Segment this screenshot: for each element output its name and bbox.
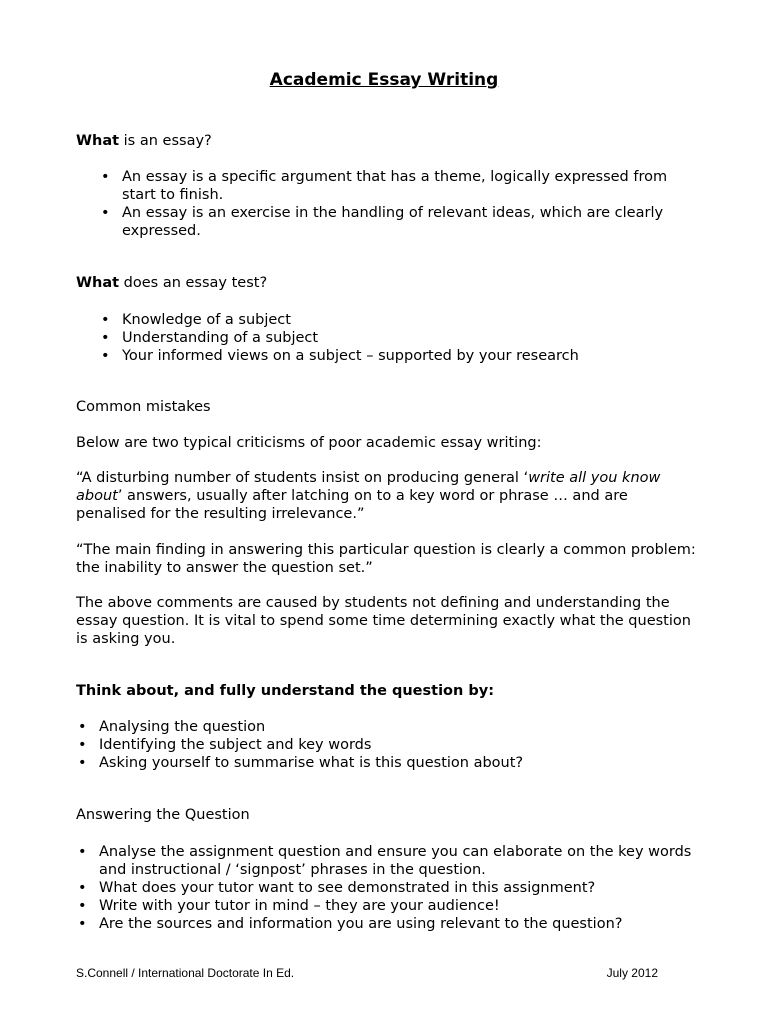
mistakes-intro: Below are two typical criticisms of poor academic essay writing: — [76, 435, 542, 451]
list-what-essay-tests — [122, 311, 682, 365]
list-item: • Knowledge of a subject — [122, 311, 682, 329]
list-item: • Are the sources and information you are using relevant to the question? — [99, 915, 699, 933]
list-item: • Analysing the question — [99, 718, 699, 736]
list-item: • Asking yourself to summarise what is this question about? — [99, 754, 699, 772]
heading-what-is-essay: What is an essay? — [76, 133, 212, 149]
heading-answering-question: Answering the Question — [76, 807, 250, 823]
heading-common-mistakes: Common mistakes — [76, 399, 211, 415]
list-answering-question — [99, 843, 699, 933]
mistakes-comment: The above comments are caused by students not defining and understanding the essay question. It is vital to spend some time determining exactly what the question is asking you. — [76, 595, 691, 647]
list-item: • Write with your tutor in mind – they are your audience! — [99, 897, 699, 915]
list-item: • Understanding of a subject — [122, 329, 682, 347]
quote-one: “A disturbing number of students insist on producing general ‘write all you know about’ answers, usually after latching on to a key word or phrase … and are penalised for the resulting irrelevance.” — [76, 470, 661, 522]
list-item: • Your informed views on a subject – supported by your research — [122, 347, 682, 365]
list-item: • An essay is an exercise in the handling of relevant ideas, which are clearly expressed. — [122, 204, 682, 240]
footer-date: July 2012 — [606, 966, 658, 980]
heading-what-essay-tests: What does an essay test? — [76, 275, 268, 291]
page-title: Academic Essay Writing — [269, 70, 499, 90]
list-item: • Analyse the assignment question and ensure you can elaborate on the key words and instructional / ‘signpost’ phrases in the question. — [99, 843, 699, 879]
list-item: • What does your tutor want to see demonstrated in this assignment? — [99, 879, 699, 897]
quote-two: “The main finding in answering this particular question is clearly a common problem: the inability to answer the question set.” — [76, 542, 696, 576]
footer-author: S.Connell / International Doctorate In Ed. — [76, 966, 295, 980]
heading-think-about: Think about, and fully understand the question by: — [76, 683, 495, 699]
list-what-is-essay — [122, 168, 682, 240]
list-think-about — [99, 718, 699, 772]
list-item: • An essay is a specific argument that has a theme, logically expressed from start to finish. — [122, 168, 682, 204]
list-item: • Identifying the subject and key words — [99, 736, 699, 754]
